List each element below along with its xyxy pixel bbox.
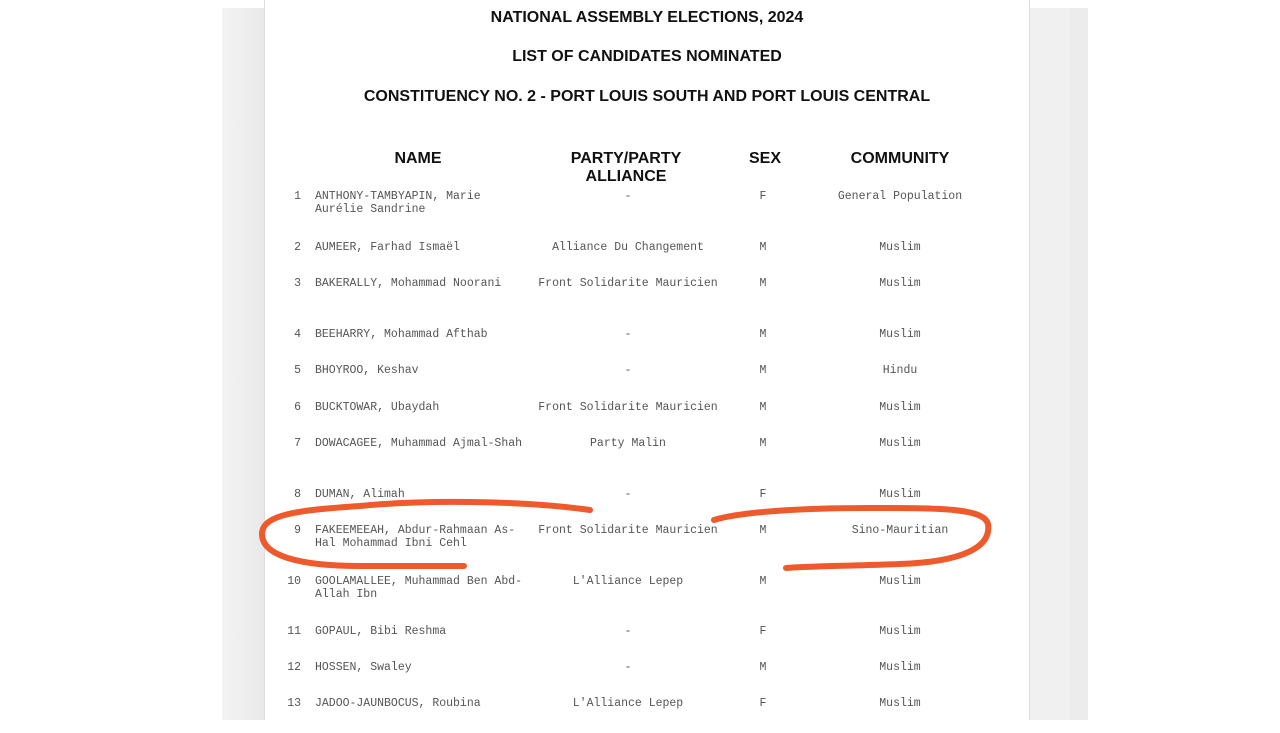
candidate-sex: F (759, 697, 767, 710)
column-header-name: NAME (394, 150, 442, 167)
table-row (265, 575, 1029, 611)
viewer-margin (222, 8, 264, 720)
candidate-party: L'Alliance Lepep (572, 697, 684, 710)
document-subtitle: LIST OF CANDIDATES NOMINATED (512, 48, 782, 65)
candidate-sex: F (759, 488, 767, 501)
candidate-party: - (624, 328, 632, 341)
candidate-community: Hindu (882, 364, 918, 377)
table-row (265, 401, 1029, 437)
candidate-community: Muslim (879, 241, 921, 254)
candidate-sex: M (759, 661, 767, 674)
row-number: 5 (294, 364, 301, 377)
candidate-name: DOWACAGEE, Muhammad Ajmal-Shah (315, 437, 523, 450)
candidate-community: Muslim (879, 401, 921, 414)
column-header-sex: SEX (748, 150, 781, 167)
table-row (265, 277, 1029, 313)
table-row (265, 190, 1029, 226)
document-title: NATIONAL ASSEMBLY ELECTIONS, 2024 (490, 9, 804, 26)
candidate-name: JADOO-JAUNBOCUS, Roubina (315, 697, 481, 710)
candidate-party: - (624, 488, 632, 501)
row-number: 6 (294, 401, 301, 414)
candidate-sex: M (759, 277, 767, 290)
candidate-name: GOPAUL, Bibi Reshma (315, 625, 447, 638)
constituency-title: CONSTITUENCY NO. 2 - PORT LOUIS SOUTH AND PORT LOUIS CENTRAL (363, 88, 931, 105)
table-row (265, 488, 1029, 524)
row-number: 7 (294, 437, 301, 450)
row-number: 12 (287, 661, 301, 674)
table-row (265, 364, 1029, 400)
candidate-sex: F (759, 190, 767, 203)
table-row (265, 697, 1029, 733)
table-row (265, 241, 1029, 277)
candidate-name: DUMAN, Alimah (315, 488, 405, 501)
document-page (264, 0, 1030, 720)
candidate-sex: M (759, 575, 767, 588)
table-row (265, 437, 1029, 473)
candidate-party: L'Alliance Lepep (572, 575, 684, 588)
candidate-name: HOSSEN, Swaley (315, 661, 412, 674)
candidate-party: - (624, 625, 632, 638)
row-number: 4 (294, 328, 301, 341)
candidate-party: Front Solidarite Mauricien (538, 277, 718, 290)
row-number: 10 (287, 575, 301, 588)
candidate-community: Muslim (879, 488, 921, 501)
scrollbar[interactable] (1070, 8, 1088, 720)
table-row (265, 625, 1029, 661)
candidate-sex: M (759, 524, 767, 537)
candidate-community: Muslim (879, 277, 921, 290)
candidate-sex: M (759, 328, 767, 341)
candidate-party: Front Solidarite Mauricien (538, 524, 718, 537)
candidate-party: Party Malin (590, 437, 666, 450)
candidate-community: Sino-Mauritian (851, 524, 949, 537)
table-row (265, 328, 1029, 364)
candidate-community: Muslim (879, 661, 921, 674)
table-row (265, 524, 1029, 560)
candidate-party: - (624, 661, 632, 674)
row-number: 11 (287, 625, 301, 638)
candidate-name: BUCKTOWAR, Ubaydah (315, 401, 440, 414)
row-number: 13 (287, 697, 301, 710)
candidate-community: Muslim (879, 575, 921, 588)
candidate-name: BEEHARRY, Mohammad Afthab (315, 328, 488, 341)
candidate-sex: F (759, 625, 767, 638)
candidate-sex: M (759, 364, 767, 377)
candidate-community: Muslim (879, 437, 921, 450)
table-row (265, 661, 1029, 697)
row-number: 8 (294, 488, 301, 501)
candidate-sex: M (759, 241, 767, 254)
row-number: 9 (294, 524, 301, 537)
candidate-community: General Population (837, 190, 963, 203)
candidate-party: Alliance Du Changement (552, 241, 704, 254)
candidate-name: BHOYROO, Keshav (315, 364, 419, 377)
column-header-community: COMMUNITY (850, 150, 950, 167)
row-number: 1 (294, 190, 301, 203)
candidate-name: AUMEER, Farhad Ismaël (315, 241, 460, 254)
candidate-name: ANTHONY-TAMBYAPIN, Marie Aurélie Sandrine (315, 190, 488, 216)
candidate-party: - (624, 190, 632, 203)
candidate-name: BAKERALLY, Mohammad Noorani (315, 277, 502, 290)
column-header-party: PARTY/PARTY ALLIANCE (570, 150, 682, 185)
candidate-sex: M (759, 401, 767, 414)
candidate-name: GOOLAMALLEE, Muhammad Ben Abd-Allah Ibn (315, 575, 523, 601)
row-number: 3 (294, 277, 301, 290)
candidate-community: Muslim (879, 697, 921, 710)
candidate-community: Muslim (879, 625, 921, 638)
row-number: 2 (294, 241, 301, 254)
candidate-party: - (624, 364, 632, 377)
candidate-party: Front Solidarite Mauricien (538, 401, 718, 414)
candidate-name: FAKEEMEEAH, Abdur-Rahmaan As-Hal Mohammad Ibni Cehl (315, 524, 516, 550)
candidate-community: Muslim (879, 328, 921, 341)
candidate-sex: M (759, 437, 767, 450)
